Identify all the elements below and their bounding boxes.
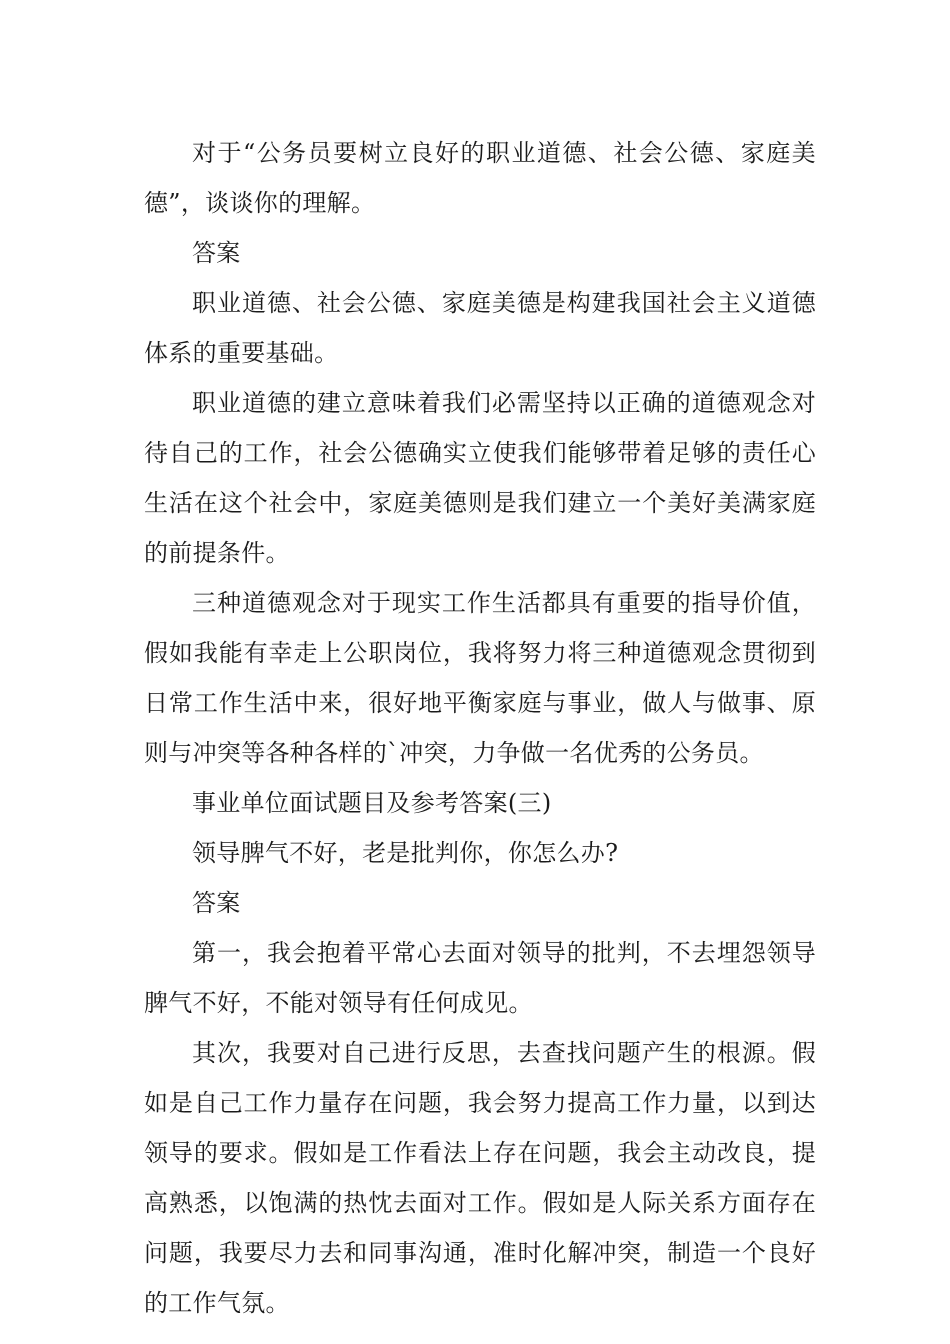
- answer-heading: 答案: [192, 889, 241, 917]
- answer-paragraph: 职业道德的建立意味着我们必需坚持以正确的道德观念对待自己的工作，社会公德确实立使我们能够带着足够的责任心生活在这个社会中，家庭美德则是我们建立一个美好美满家庭的前提条件。: [144, 389, 816, 567]
- section-heading: 事业单位面试题目及参考答案(三): [192, 789, 552, 817]
- answer-paragraph: 第一，我会抱着平常心去面对领导的批判，不去埋怨领导脾气不好，不能对领导有任何成见。: [144, 939, 816, 1017]
- question-paragraph: 对于“公务员要树立良好的职业道德、社会公德、家庭美德”，谈谈你的理解。: [144, 139, 816, 217]
- answer-paragraph: 三种道德观念对于现实工作生活都具有重要的指导价值，假如我能有幸走上公职岗位，我将努力将三种道德观念贯彻到日常工作生活中来，很好地平衡家庭与事业，做人与做事、原则与冲突等各种各样的`冲突，力争做一名优秀的公务员。: [144, 589, 816, 767]
- question-paragraph: 领导脾气不好，老是批判你，你怎么办?: [192, 839, 619, 867]
- answer-heading: 答案: [192, 239, 241, 267]
- answer-paragraph: 职业道德、社会公德、家庭美德是构建我国社会主义道德体系的重要基础。: [144, 289, 816, 367]
- document-body: [144, 128, 816, 1328]
- answer-paragraph: 其次，我要对自己进行反思，去查找问题产生的根源。假如是自己工作力量存在问题，我会努力提高工作力量，以到达领导的要求。假如是工作看法上存在问题，我会主动改良，提高熟悉，以饱满的热忱去面对工作。假如是人际关系方面存在问题，我要尽力去和同事沟通，准时化解冲突，制造一个良好的工作气氛。: [144, 1039, 816, 1317]
